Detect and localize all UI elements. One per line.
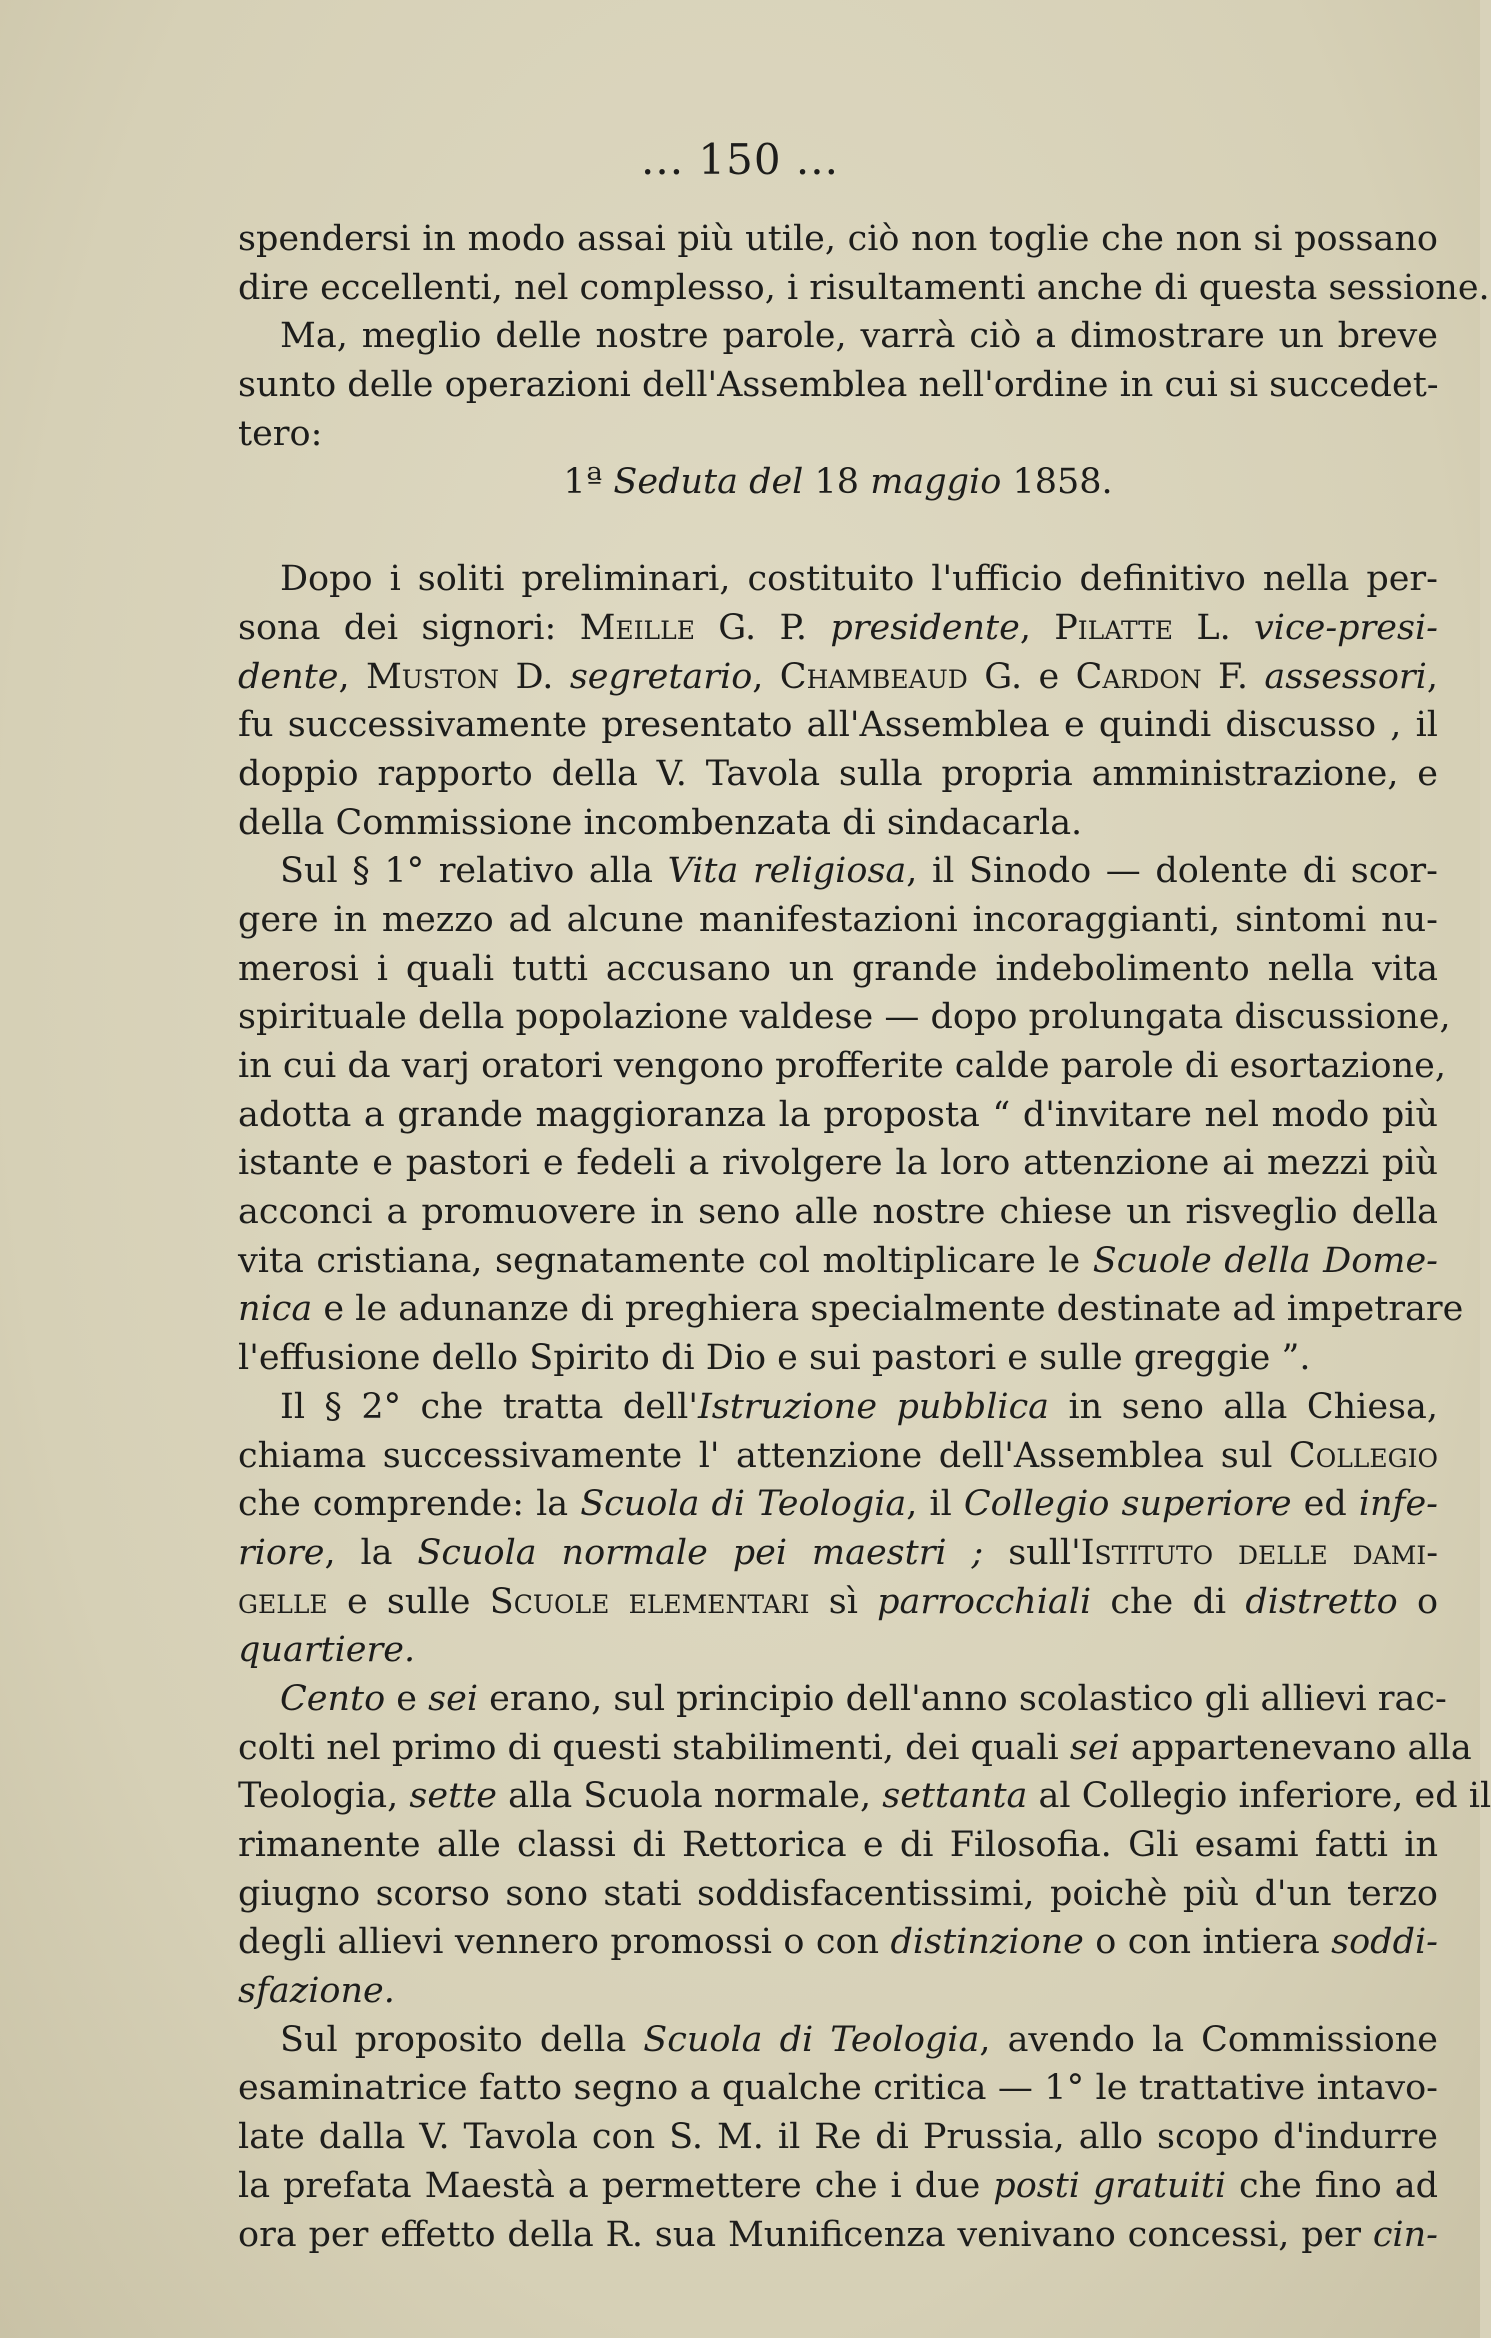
text-segment: 1858. [1001, 462, 1113, 503]
text-segment: degli allievi vennero promossi o con [238, 1922, 891, 1963]
italic-text: distretto [1245, 1581, 1398, 1622]
text-segment: Ma, meglio delle nostre parole, varrà ciò a dimostrare un breve [280, 316, 1438, 357]
text-line [238, 701, 1438, 750]
text-segment: sull' [983, 1532, 1081, 1573]
text-segment: che fino ad [1226, 2165, 1439, 2206]
small-caps-text: Collegio [1288, 1435, 1438, 1476]
text-line [238, 1091, 1438, 1140]
text-line [238, 1772, 1491, 1821]
italic-text: maggio [870, 462, 1002, 503]
text-line [238, 750, 1438, 799]
text-segment: in cui da varj oratori vengono profferite calde parole di esortazione, [238, 1046, 1447, 1086]
italic-text: presidente [830, 607, 1020, 648]
small-caps-text: Cardon [1075, 656, 1202, 697]
text-segment: alla Scuola normale, [496, 1776, 883, 1817]
italic-text: quartiere. [238, 1630, 416, 1671]
text-segment: F. [1201, 656, 1265, 697]
text-line [238, 799, 1438, 848]
italic-text: Vita religiosa [667, 851, 907, 892]
text-line [238, 1237, 1438, 1286]
text-line [238, 1334, 1438, 1383]
text-segment: esaminatrice fatto segno a qualche critica — 1° le trattative intavo- [238, 2068, 1438, 2109]
body-text [238, 215, 1491, 2259]
small-caps-text: Meille [579, 607, 695, 648]
text-segment: late dalla V. Tavola con S. M. il Re di Prussia, allo scopo d'indurre [238, 2117, 1438, 2158]
text-line [238, 264, 1490, 313]
text-segment: D. [499, 656, 570, 697]
text-segment: istante e pastori e fedeli a rivolgere la loro attenzione ai mezzi più [238, 1143, 1438, 1184]
text-segment: Dopo i soliti preliminari, costituito l'ufficio definitivo nella per- [280, 559, 1438, 600]
text-segment: , il [906, 1484, 964, 1525]
text-segment: adotta a grande maggioranza la proposta “ d'invitare nel modo più [238, 1094, 1438, 1135]
italic-text: sette [409, 1776, 497, 1817]
italic-text: Scuola di Teologia [643, 2019, 980, 2060]
text-line [238, 1870, 1438, 1919]
italic-text: sei [428, 1678, 479, 1719]
text-segment: appartenevano alla [1119, 1727, 1472, 1768]
text-line [238, 896, 1438, 945]
text-line [238, 1821, 1438, 1870]
text-segment: Sul § 1° relativo alla [280, 851, 668, 892]
text-segment: in seno alla Chiesa, [1049, 1386, 1439, 1427]
text-segment: , la [324, 1532, 418, 1573]
text-line [238, 993, 1451, 1042]
text-segment: o [1397, 1581, 1439, 1622]
text-segment: merosi i quali tutti accusano un grande indebolimento nella vita [238, 948, 1438, 989]
text-line [238, 2064, 1438, 2113]
italic-text: posti gratuiti [993, 2165, 1227, 2206]
text-segment: giugno scorso sono stati soddisfacentissimi, poichè più d'un terzo [238, 1873, 1438, 1914]
text-segment: 18 [803, 462, 871, 503]
text-line [238, 312, 1438, 361]
italic-text: sfazione. [238, 1971, 395, 2012]
text-line [238, 410, 1438, 459]
text-segment: sì [809, 1581, 878, 1622]
italic-text: nica [238, 1289, 313, 1330]
text-line [238, 458, 1438, 507]
paragraph-gap [238, 507, 1438, 555]
text-line [238, 847, 1438, 896]
text-segment: dire eccellenti, nel complesso, i risultamenti anche di questa sessione. [238, 267, 1490, 308]
text-line [238, 1285, 1464, 1334]
italic-text: settanta [882, 1776, 1028, 1817]
italic-text: Collegio superiore [963, 1484, 1292, 1525]
italic-text: vice-presi- [1254, 607, 1438, 648]
text-segment: e sulle [327, 1581, 490, 1622]
italic-text: infe- [1358, 1484, 1438, 1525]
italic-text: Scuole della Dome- [1092, 1240, 1438, 1281]
text-segment: della Commissione incombenzata di sindacarla. [238, 802, 1083, 843]
italic-text: dente [238, 656, 339, 697]
text-segment: e [385, 1678, 429, 1719]
text-segment: doppio rapporto della V. Tavola sulla propria amministrazione, e [238, 753, 1438, 794]
text-segment: spirituale della popolazione valdese — dopo prolungata discussione, [238, 997, 1451, 1038]
text-line [238, 653, 1438, 702]
italic-text: riore [238, 1532, 325, 1573]
text-line [238, 2162, 1438, 2211]
text-line [238, 1383, 1438, 1432]
text-segment: tero: [238, 413, 323, 454]
text-segment: ora per effetto della R. sua Munificenza venivano concessi, per [238, 2214, 1373, 2255]
italic-text: assessori [1264, 656, 1427, 697]
text-segment: la prefata Maestà a permettere che i due [238, 2165, 994, 2206]
text-segment: G. e [967, 656, 1076, 697]
italic-text: distinzione [890, 1922, 1084, 1963]
italic-text: Cento [280, 1678, 386, 1719]
text-segment: , avendo la Commissione [979, 2019, 1438, 2060]
text-line [238, 1139, 1438, 1188]
text-segment: rimanente alle classi di Rettorica e di Filosofia. Gli esami fatti in [238, 1825, 1438, 1865]
text-line [238, 2016, 1438, 2065]
small-caps-text: gelle [238, 1581, 328, 1622]
text-segment: fu successivamente presentato all'Assemblea e quindi discusso , il [238, 705, 1438, 746]
italic-text: cin- [1372, 2214, 1438, 2255]
small-caps-text: Istituto delle dami- [1080, 1532, 1439, 1573]
text-segment: gere in mezzo ad alcune manifestazioni incoraggianti, sintomi nu- [238, 899, 1438, 940]
text-line [238, 1480, 1438, 1529]
text-segment: , [1426, 656, 1438, 697]
italic-text: Scuola normale pei maestri ; [417, 1532, 984, 1573]
text-segment: che comprende: la [238, 1484, 581, 1525]
small-caps-text: Muston [365, 656, 500, 697]
text-segment: vita cristiana, segnatamente col moltiplicare le [238, 1240, 1093, 1281]
italic-text: Istruzione pubblica [697, 1386, 1050, 1427]
text-segment: al Collegio inferiore, ed il [1027, 1776, 1491, 1817]
text-segment: ed [1291, 1484, 1359, 1525]
text-line [238, 1626, 1438, 1675]
small-caps-text: Chambeaud [779, 656, 968, 697]
text-segment: Sul proposito della [280, 2019, 644, 2060]
small-caps-text: Pilatte [1054, 607, 1174, 648]
text-segment: , [1019, 607, 1055, 648]
text-line [238, 1724, 1472, 1773]
text-line [238, 604, 1438, 653]
text-segment: L. [1173, 607, 1255, 648]
text-segment: 1ª [563, 462, 614, 503]
text-line [238, 1529, 1438, 1578]
italic-text: parrocchiali [877, 1581, 1092, 1622]
small-caps-text: Scuole elementari [489, 1581, 810, 1622]
text-segment: e le adunanze di preghiera specialmente destinate ad impetrare [312, 1289, 1464, 1330]
italic-text: Scuola di Teologia [580, 1484, 907, 1525]
text-line [238, 215, 1438, 264]
text-segment: sunto delle operazioni dell'Assemblea nell'ordine in cui si succedet- [238, 365, 1439, 406]
text-segment: erano, sul principio dell'anno scolastico gli allievi rac- [478, 1678, 1447, 1719]
text-line [238, 1042, 1447, 1091]
text-line [238, 555, 1438, 604]
text-segment: Teologia, [238, 1776, 410, 1817]
text-segment: o con intiera [1083, 1922, 1332, 1963]
text-segment: , il Sinodo — dolente di scor- [906, 851, 1438, 892]
text-segment: spendersi in modo assai più utile, ciò non toglie che non si possano [238, 219, 1438, 259]
text-segment: , [338, 656, 366, 697]
text-segment: , [752, 656, 780, 697]
text-line [238, 2211, 1438, 2260]
text-segment: G. P. [695, 607, 831, 648]
italic-text: segretario [569, 656, 753, 697]
italic-text: soddi- [1331, 1922, 1439, 1963]
text-segment: acconci a promuovere in seno alle nostre chiese un risveglio della [238, 1192, 1438, 1233]
text-segment: colti nel primo di questi stabilimenti, dei quali [238, 1727, 1070, 1768]
text-line [238, 2113, 1438, 2162]
text-segment: Il § 2° che tratta dell' [280, 1386, 698, 1427]
text-segment: che di [1091, 1581, 1246, 1622]
text-line [238, 361, 1438, 410]
text-segment: chiama successivamente l' attenzione dell'Assemblea sul [238, 1435, 1289, 1476]
text-line [238, 1967, 1438, 2016]
text-line [238, 1918, 1438, 1967]
text-line [238, 1675, 1447, 1724]
italic-text: Seduta del [613, 462, 804, 503]
page-number: ... 150 ... [641, 135, 839, 184]
text-segment: l'effusione dello Spirito di Dio e sui pastori e sulle greggie ”. [238, 1338, 1311, 1379]
italic-text: sei [1069, 1727, 1120, 1768]
text-line [238, 945, 1438, 994]
text-line [238, 1188, 1438, 1237]
text-line [238, 1578, 1438, 1627]
text-line [238, 1432, 1438, 1481]
text-segment: sona dei signori: [238, 607, 580, 648]
